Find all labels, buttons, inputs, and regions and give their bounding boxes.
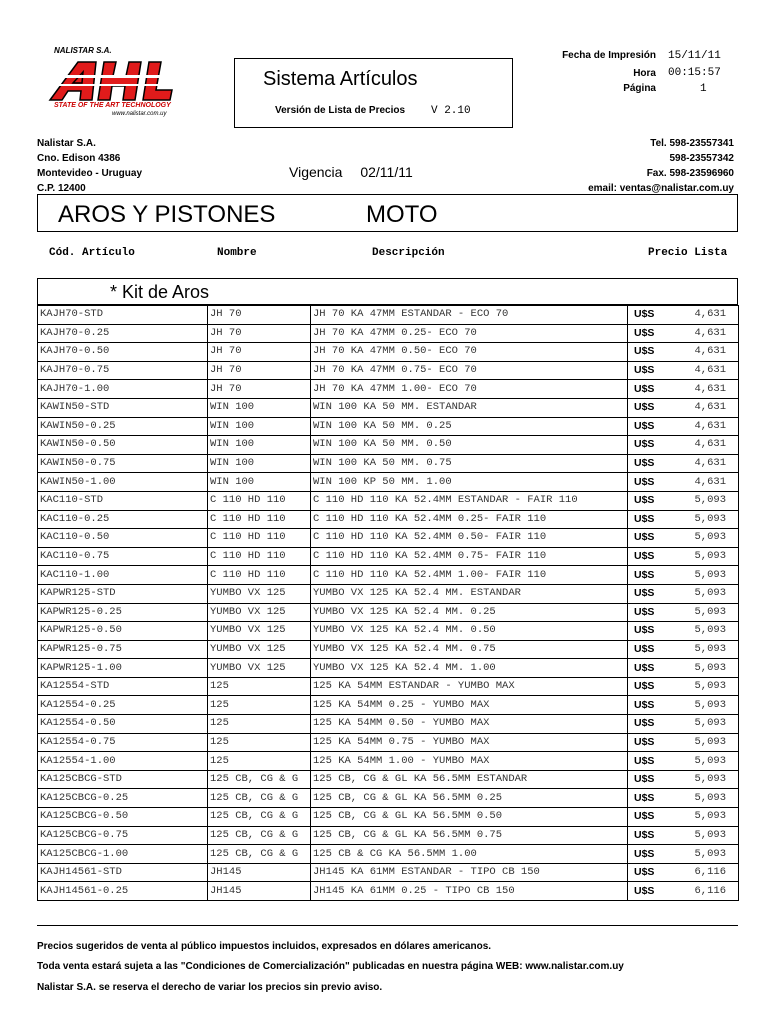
table-row (38, 324, 739, 343)
cell-name: 125 CB, CG & G (208, 826, 311, 845)
cell-price: 6,116 (672, 863, 739, 882)
print-date-label: Fecha de Impresión (562, 50, 656, 61)
cell-name: C 110 HD 110 (208, 529, 311, 548)
cell-code: KAWIN50-0.50 (38, 436, 208, 455)
cell-code: KAC110-STD (38, 491, 208, 510)
table-row (38, 696, 739, 715)
cell-price: 5,093 (672, 510, 739, 529)
table-row (38, 491, 739, 510)
table-row (38, 454, 739, 473)
cell-name: YUMBO VX 125 (208, 659, 311, 678)
cell-price: 4,631 (672, 324, 739, 343)
cell-currency: U$S (628, 789, 672, 808)
cell-description: YUMBO VX 125 KA 52.4 MM. 0.25 (311, 603, 628, 622)
category-type: MOTO (366, 201, 438, 228)
cell-description: 125 KA 54MM 0.50 - YUMBO MAX (311, 715, 628, 734)
cell-price: 5,093 (672, 770, 739, 789)
table-row (38, 473, 739, 492)
cell-price: 4,631 (672, 306, 739, 325)
cell-currency: U$S (628, 306, 672, 325)
cell-currency: U$S (628, 361, 672, 380)
cell-description: 125 CB, CG & GL KA 56.5MM 0.75 (311, 826, 628, 845)
cell-price: 5,093 (672, 640, 739, 659)
cell-description: JH 70 KA 47MM 0.75- ECO 70 (311, 361, 628, 380)
table-row (38, 640, 739, 659)
cell-price: 4,631 (672, 398, 739, 417)
logo-company-name: NALISTAR S.A. (54, 46, 112, 55)
cell-code: KAPWR125-STD (38, 584, 208, 603)
validity (289, 164, 413, 180)
cell-description: WIN 100 KA 50 MM. 0.75 (311, 454, 628, 473)
table-row (38, 566, 739, 585)
cell-description: JH 70 KA 47MM 0.50- ECO 70 (311, 343, 628, 362)
cell-currency: U$S (628, 343, 672, 362)
cell-currency: U$S (628, 808, 672, 827)
cell-description: 125 KA 54MM 0.75 - YUMBO MAX (311, 733, 628, 752)
company-city: Montevideo - Uruguay (37, 168, 143, 179)
cell-code: KA125CBCG-STD (38, 770, 208, 789)
cell-description: C 110 HD 110 KA 52.4MM 0.75- FAIR 110 (311, 547, 628, 566)
contact-email: email: ventas@nalistar.com.uy (588, 183, 734, 194)
cell-name: JH 70 (208, 306, 311, 325)
cell-code: KAWIN50-0.75 (38, 454, 208, 473)
cell-code: KAPWR125-0.75 (38, 640, 208, 659)
cell-price: 5,093 (672, 845, 739, 864)
cell-name: 125 (208, 733, 311, 752)
table-row (38, 547, 739, 566)
company-address (37, 136, 142, 196)
cell-currency: U$S (628, 491, 672, 510)
cell-name: JH145 (208, 882, 311, 901)
cell-code: KAJH70-1.00 (38, 380, 208, 399)
cell-description: WIN 100 KA 50 MM. 0.50 (311, 436, 628, 455)
cell-price: 5,093 (672, 566, 739, 585)
logo-website: www.nalistar.com.uy (112, 111, 167, 117)
price-list-version-label: Versión de Lista de Precios (275, 105, 406, 116)
cell-price: 5,093 (672, 659, 739, 678)
cell-price: 5,093 (672, 677, 739, 696)
cell-name: WIN 100 (208, 417, 311, 436)
cell-price: 4,631 (672, 380, 739, 399)
table-row (38, 622, 739, 641)
cell-description: JH145 KA 61MM ESTANDAR - TIPO CB 150 (311, 863, 628, 882)
cell-currency: U$S (628, 584, 672, 603)
ahl-logo-icon (46, 58, 176, 104)
cell-code: KAWIN50-STD (38, 398, 208, 417)
cell-code: KAJH70-0.25 (38, 324, 208, 343)
cell-description: 125 CB, CG & GL KA 56.5MM 0.50 (311, 808, 628, 827)
cell-currency: U$S (628, 529, 672, 548)
table-row (38, 603, 739, 622)
system-title-box (234, 58, 513, 128)
table-row (38, 436, 739, 455)
cell-price: 4,631 (672, 361, 739, 380)
cell-price: 4,631 (672, 436, 739, 455)
table-row (38, 863, 739, 882)
cell-description: 125 KA 54MM ESTANDAR - YUMBO MAX (311, 677, 628, 696)
cell-description: JH145 KA 61MM 0.25 - TIPO CB 150 (311, 882, 628, 901)
cell-price: 5,093 (672, 547, 739, 566)
table-row (38, 659, 739, 678)
cell-description: JH 70 KA 47MM ESTANDAR - ECO 70 (311, 306, 628, 325)
cell-price: 5,093 (672, 603, 739, 622)
print-date-value: 15/11/11 (668, 50, 721, 62)
cell-name: 125 CB, CG & G (208, 789, 311, 808)
column-header-code: Cód. Artículo (49, 247, 135, 259)
cell-price: 5,093 (672, 529, 739, 548)
cell-description: C 110 HD 110 KA 52.4MM 0.25- FAIR 110 (311, 510, 628, 529)
cell-description: C 110 HD 110 KA 52.4MM 1.00- FAIR 110 (311, 566, 628, 585)
cell-code: KA12554-1.00 (38, 752, 208, 771)
cell-code: KA12554-STD (38, 677, 208, 696)
cell-description: 125 KA 54MM 0.25 - YUMBO MAX (311, 696, 628, 715)
cell-code: KAC110-0.25 (38, 510, 208, 529)
cell-currency: U$S (628, 826, 672, 845)
cell-name: C 110 HD 110 (208, 547, 311, 566)
cell-currency: U$S (628, 696, 672, 715)
cell-currency: U$S (628, 752, 672, 771)
cell-code: KA125CBCG-0.25 (38, 789, 208, 808)
cell-name: C 110 HD 110 (208, 491, 311, 510)
table-row (38, 677, 739, 696)
cell-code: KAC110-0.50 (38, 529, 208, 548)
cell-name: 125 (208, 696, 311, 715)
cell-currency: U$S (628, 677, 672, 696)
company-street: Cno. Edison 4386 (37, 153, 121, 164)
validity-date: 02/11/11 (360, 164, 413, 180)
category-name: AROS Y PISTONES (58, 201, 276, 228)
page-label: Página (623, 83, 656, 94)
table-row (38, 398, 739, 417)
cell-price: 4,631 (672, 454, 739, 473)
cell-code: KA125CBCG-0.75 (38, 826, 208, 845)
table-row (38, 361, 739, 380)
table-row (38, 752, 739, 771)
column-header-description: Descripción (372, 247, 445, 259)
cell-currency: U$S (628, 715, 672, 734)
column-header-name: Nombre (217, 247, 257, 259)
cell-price: 5,093 (672, 584, 739, 603)
cell-code: KAWIN50-1.00 (38, 473, 208, 492)
cell-price: 5,093 (672, 622, 739, 641)
cell-name: YUMBO VX 125 (208, 622, 311, 641)
cell-name: YUMBO VX 125 (208, 603, 311, 622)
cell-price: 5,093 (672, 808, 739, 827)
cell-code: KAJH14561-0.25 (38, 882, 208, 901)
cell-description: WIN 100 KP 50 MM. 1.00 (311, 473, 628, 492)
cell-name: 125 CB, CG & G (208, 770, 311, 789)
cell-price: 5,093 (672, 789, 739, 808)
cell-code: KA12554-0.25 (38, 696, 208, 715)
cell-code: KA12554-0.50 (38, 715, 208, 734)
cell-currency: U$S (628, 770, 672, 789)
cell-description: 125 KA 54MM 1.00 - YUMBO MAX (311, 752, 628, 771)
cell-currency: U$S (628, 603, 672, 622)
cell-name: 125 (208, 715, 311, 734)
contact-tel2: 598-23557342 (669, 153, 734, 164)
cell-name: 125 (208, 677, 311, 696)
cell-name: YUMBO VX 125 (208, 584, 311, 603)
cell-name: WIN 100 (208, 473, 311, 492)
cell-price: 5,093 (672, 826, 739, 845)
cell-price: 4,631 (672, 473, 739, 492)
cell-name: JH 70 (208, 361, 311, 380)
cell-currency: U$S (628, 640, 672, 659)
cell-code: KAPWR125-1.00 (38, 659, 208, 678)
cell-code: KAJH70-STD (38, 306, 208, 325)
time-label: Hora (633, 68, 656, 79)
page-number: 1 (700, 83, 707, 95)
validity-label: Vigencia (289, 164, 343, 180)
cell-description: 125 CB, CG & GL KA 56.5MM ESTANDAR (311, 770, 628, 789)
price-list-table (37, 305, 739, 901)
section-title: * Kit de Aros (110, 282, 210, 302)
time-value: 00:15:57 (668, 67, 721, 79)
cell-description: C 110 HD 110 KA 52.4MM ESTANDAR - FAIR 110 (311, 491, 628, 510)
cell-code: KAWIN50-0.25 (38, 417, 208, 436)
table-row (38, 826, 739, 845)
cell-description: C 110 HD 110 KA 52.4MM 0.50- FAIR 110 (311, 529, 628, 548)
cell-name: 125 (208, 752, 311, 771)
column-header-price: Precio Lista (648, 247, 728, 259)
cell-name: WIN 100 (208, 398, 311, 417)
cell-name: JH 70 (208, 343, 311, 362)
cell-currency: U$S (628, 845, 672, 864)
cell-code: KAJH14561-STD (38, 863, 208, 882)
cell-name: JH 70 (208, 380, 311, 399)
footer-note-prices: Precios sugeridos de venta al público impuestos incluidos, expresados en dólares americanos. (37, 941, 492, 952)
cell-description: YUMBO VX 125 KA 52.4 MM. 0.75 (311, 640, 628, 659)
contact-info (480, 136, 734, 196)
cell-code: KAPWR125-0.50 (38, 622, 208, 641)
cell-description: YUMBO VX 125 KA 52.4 MM. 0.50 (311, 622, 628, 641)
cell-currency: U$S (628, 882, 672, 901)
table-row (38, 845, 739, 864)
cell-currency: U$S (628, 324, 672, 343)
footer-note-conditions: Toda venta estará sujeta a las "Condiciones de Comercialización" publicadas en nuestra página WEB: www.nalistar.com.uy (37, 961, 624, 972)
price-list-body (38, 306, 739, 901)
cell-name: 125 CB, CG & G (208, 808, 311, 827)
cell-name: YUMBO VX 125 (208, 640, 311, 659)
cell-currency: U$S (628, 547, 672, 566)
cell-currency: U$S (628, 863, 672, 882)
price-list-version-value: V 2.10 (431, 105, 471, 117)
contact-fax: Fax. 598-23596960 (646, 168, 734, 179)
cell-code: KA12554-0.75 (38, 733, 208, 752)
cell-price: 5,093 (672, 733, 739, 752)
cell-code: KAC110-0.75 (38, 547, 208, 566)
cell-name: WIN 100 (208, 454, 311, 473)
cell-name: JH145 (208, 863, 311, 882)
cell-price: 6,116 (672, 882, 739, 901)
cell-description: JH 70 KA 47MM 1.00- ECO 70 (311, 380, 628, 399)
cell-price: 4,631 (672, 343, 739, 362)
table-row (38, 808, 739, 827)
cell-currency: U$S (628, 417, 672, 436)
cell-code: KAJH70-0.75 (38, 361, 208, 380)
cell-price: 5,093 (672, 715, 739, 734)
table-row (38, 715, 739, 734)
company-postal: C.P. 12400 (37, 183, 86, 194)
cell-currency: U$S (628, 380, 672, 399)
cell-code: KA125CBCG-1.00 (38, 845, 208, 864)
system-title: Sistema Artículos (263, 68, 418, 90)
cell-currency: U$S (628, 473, 672, 492)
category-box (37, 194, 738, 232)
table-row (38, 733, 739, 752)
cell-code: KAC110-1.00 (38, 566, 208, 585)
cell-code: KA125CBCG-0.50 (38, 808, 208, 827)
cell-name: WIN 100 (208, 436, 311, 455)
cell-currency: U$S (628, 398, 672, 417)
cell-code: KAPWR125-0.25 (38, 603, 208, 622)
cell-description: 125 CB & CG KA 56.5MM 1.00 (311, 845, 628, 864)
cell-price: 5,093 (672, 752, 739, 771)
table-row (38, 770, 739, 789)
logo-tagline: STATE OF THE ART TECHNOLOGY (54, 102, 171, 109)
table-row (38, 882, 739, 901)
cell-code: KAJH70-0.50 (38, 343, 208, 362)
cell-name: C 110 HD 110 (208, 566, 311, 585)
cell-name: JH 70 (208, 324, 311, 343)
footer-divider (37, 925, 738, 926)
cell-currency: U$S (628, 566, 672, 585)
cell-description: 125 CB, CG & GL KA 56.5MM 0.25 (311, 789, 628, 808)
company-logo (46, 46, 206, 126)
cell-currency: U$S (628, 436, 672, 455)
footer-note-disclaimer: Nalistar S.A. se reserva el derecho de variar los precios sin previo aviso. (37, 982, 383, 993)
table-row (38, 584, 739, 603)
cell-description: YUMBO VX 125 KA 52.4 MM. 1.00 (311, 659, 628, 678)
cell-description: YUMBO VX 125 KA 52.4 MM. ESTANDAR (311, 584, 628, 603)
table-row (38, 306, 739, 325)
cell-currency: U$S (628, 510, 672, 529)
cell-currency: U$S (628, 733, 672, 752)
cell-name: C 110 HD 110 (208, 510, 311, 529)
table-row (38, 789, 739, 808)
table-row (38, 417, 739, 436)
table-row (38, 510, 739, 529)
table-row (38, 529, 739, 548)
section-header (37, 278, 738, 305)
table-row (38, 343, 739, 362)
cell-description: WIN 100 KA 50 MM. 0.25 (311, 417, 628, 436)
cell-name: 125 CB, CG & G (208, 845, 311, 864)
cell-price: 4,631 (672, 417, 739, 436)
cell-currency: U$S (628, 622, 672, 641)
company-name: Nalistar S.A. (37, 138, 96, 149)
cell-currency: U$S (628, 659, 672, 678)
cell-price: 5,093 (672, 491, 739, 510)
cell-currency: U$S (628, 454, 672, 473)
cell-description: WIN 100 KA 50 MM. ESTANDAR (311, 398, 628, 417)
cell-description: JH 70 KA 47MM 0.25- ECO 70 (311, 324, 628, 343)
table-row (38, 380, 739, 399)
cell-price: 5,093 (672, 696, 739, 715)
contact-tel1: Tel. 598-23557341 (650, 138, 734, 149)
